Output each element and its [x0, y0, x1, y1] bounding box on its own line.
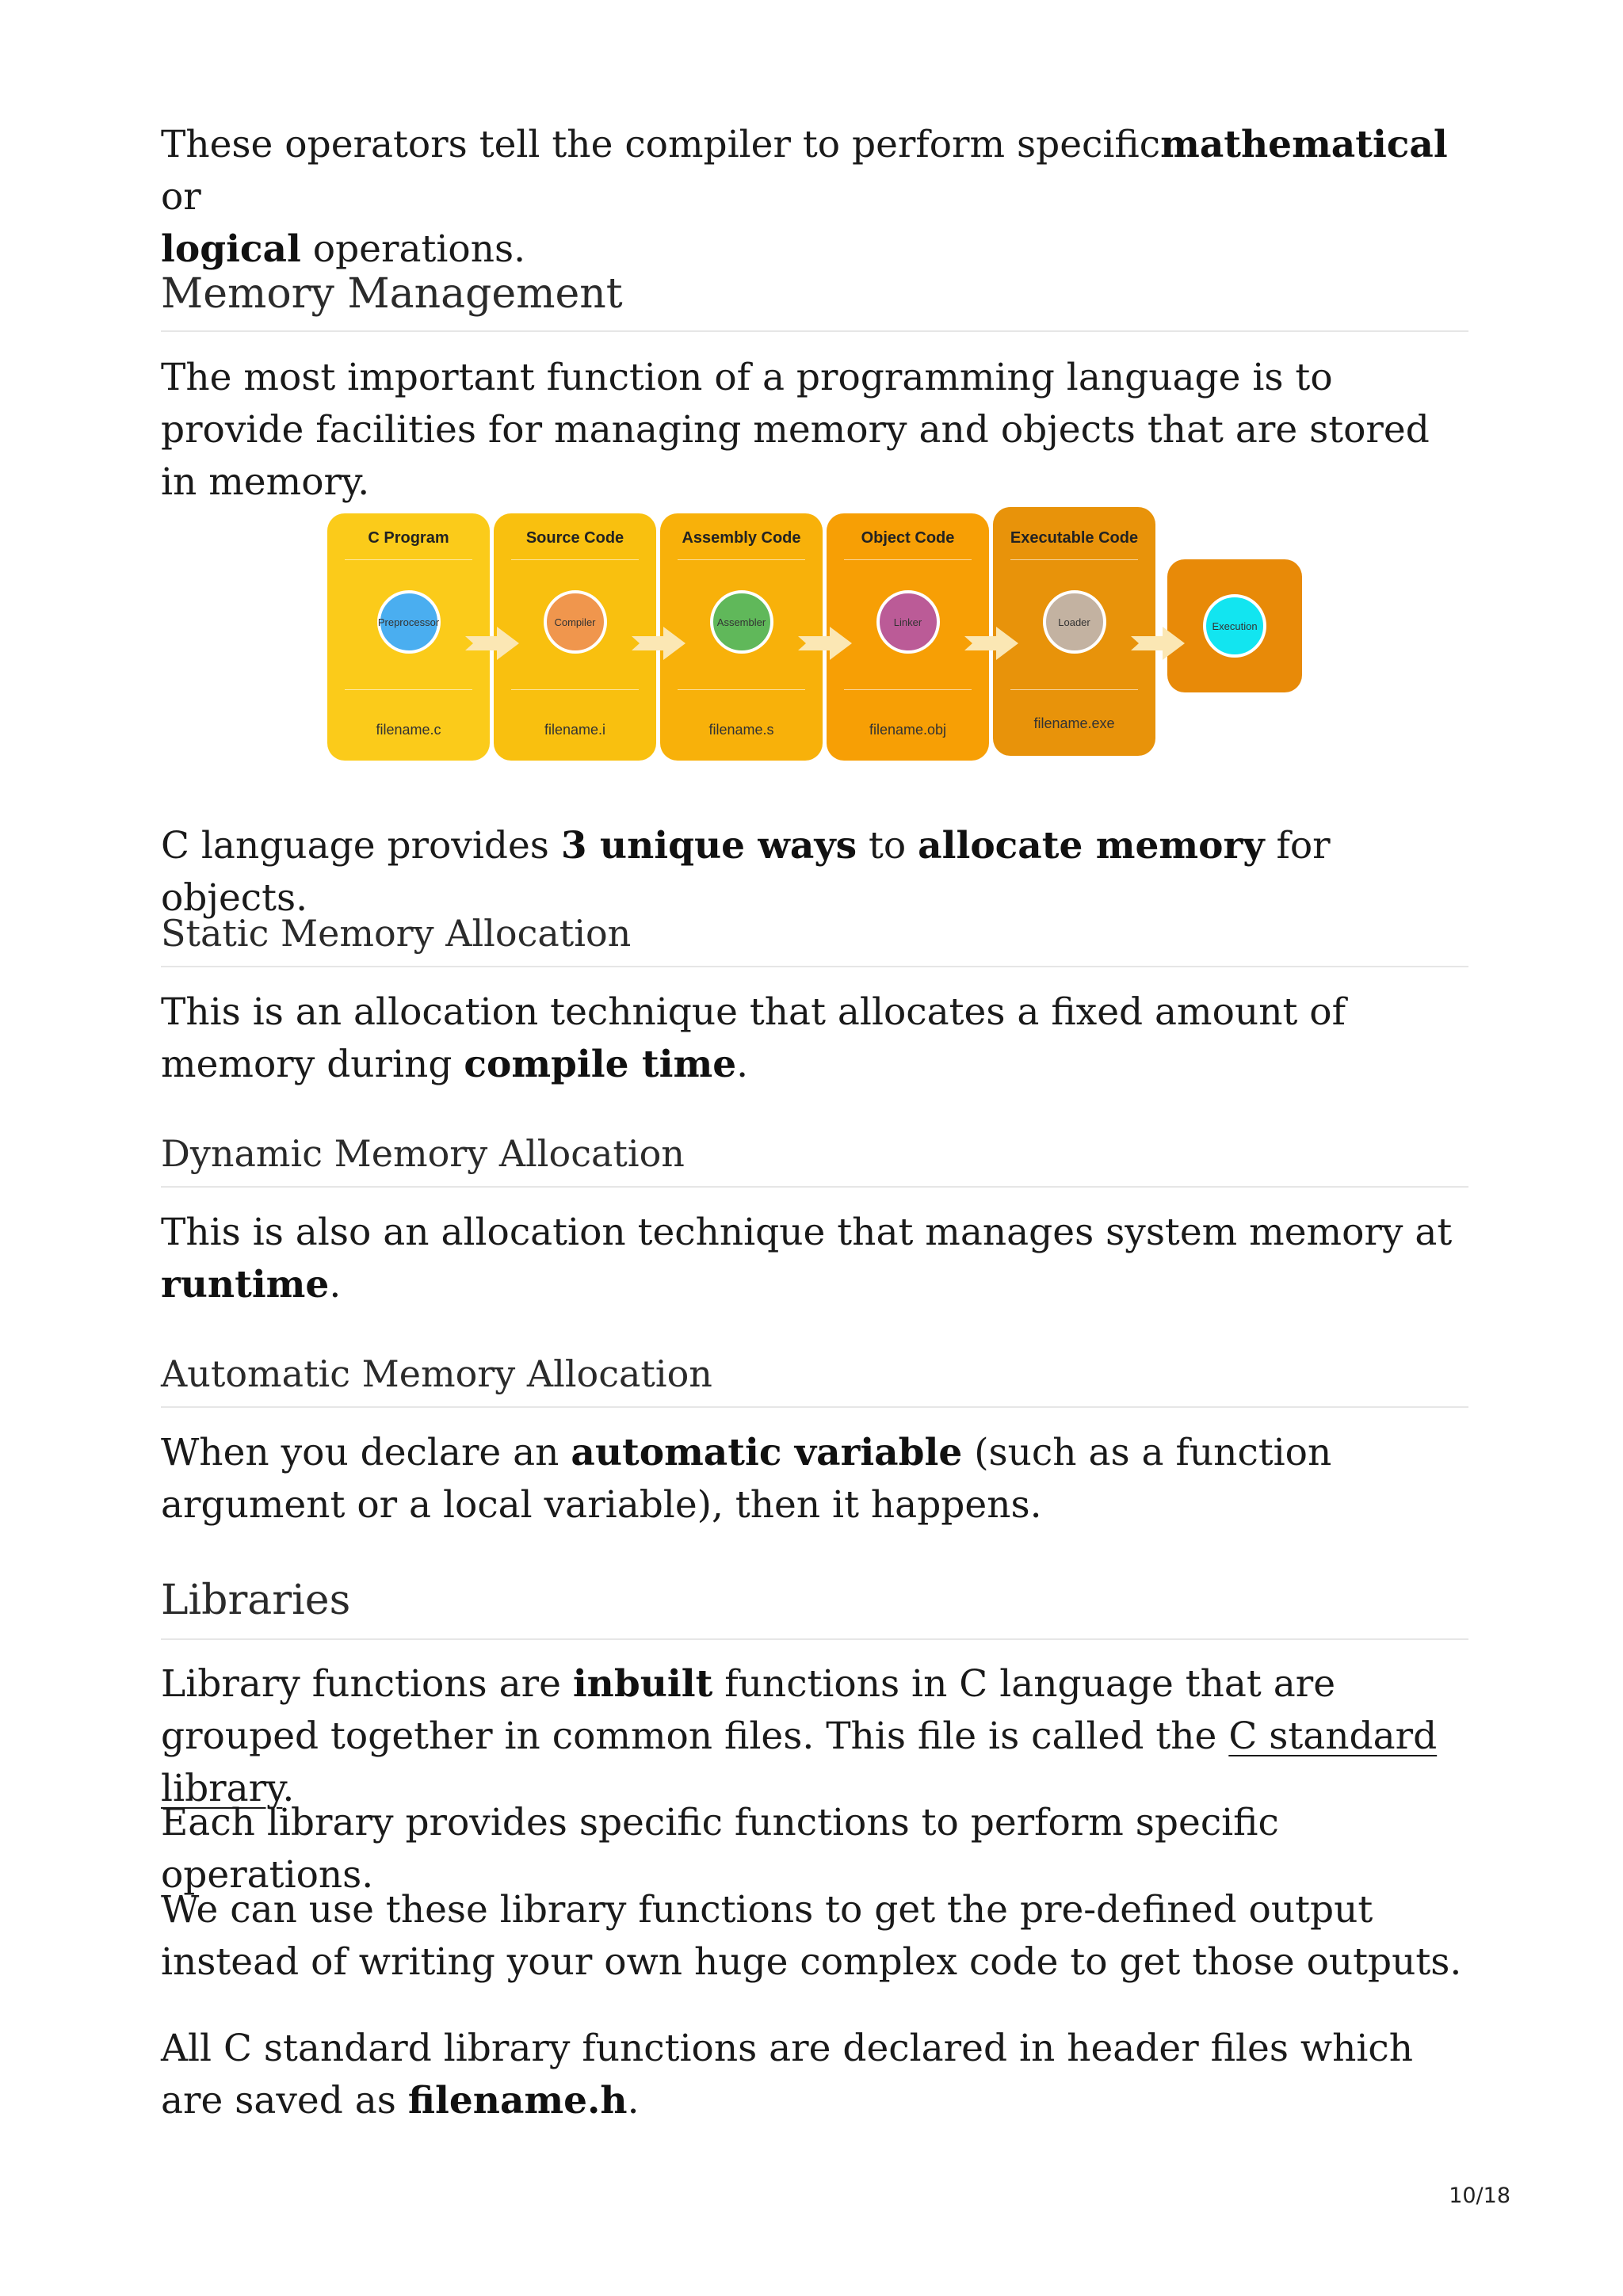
- dynamic-paragraph: [161, 1207, 1468, 1311]
- heading-memory-management: Memory Management: [161, 270, 623, 318]
- arrow-right-icon: [798, 624, 854, 663]
- stage-divider: [511, 559, 639, 560]
- stage-process-circle: Loader: [1043, 590, 1106, 654]
- heading-divider: [161, 330, 1468, 332]
- stage-title: Source Code: [525, 529, 624, 547]
- text: to: [857, 824, 918, 868]
- bold-runtime: runtime: [161, 1263, 330, 1306]
- text: functions in C language that are grouped together in common files. This file is called the: [161, 1662, 1336, 1758]
- page-number: 10/18: [1449, 2183, 1510, 2208]
- bold-logical: logical: [161, 227, 301, 271]
- text: for objects.: [161, 824, 1331, 920]
- text: .: [627, 2079, 640, 2122]
- heading-divider: [161, 1406, 1468, 1408]
- operators-paragraph: [161, 119, 1468, 276]
- text: These operators tell the compiler to perform specific: [161, 123, 1161, 166]
- heading-divider: [161, 1186, 1468, 1188]
- text: C language provides: [161, 824, 561, 868]
- stage-divider: [844, 689, 972, 690]
- bold-allocate-memory: allocate memory: [918, 824, 1265, 868]
- heading-divider: [161, 1638, 1468, 1640]
- text: .: [329, 1263, 342, 1306]
- arrow-right-icon: [632, 624, 687, 663]
- bold-automatic-variable: automatic variable: [571, 1431, 963, 1474]
- text: operations.: [300, 227, 526, 271]
- stage-divider: [511, 689, 639, 690]
- bold-3-unique-ways: 3 unique ways: [560, 824, 857, 868]
- compilation-pipeline-diagram: [327, 507, 1310, 769]
- heading-libraries: Libraries: [161, 1577, 351, 1624]
- stage-filename: filename.c: [376, 722, 441, 738]
- c-standard-library-link[interactable]: C standard library: [161, 1714, 1438, 1810]
- allocate-paragraph: [161, 820, 1468, 925]
- stage-divider: [678, 689, 805, 690]
- stage-filename: filename.obj: [869, 722, 947, 738]
- stage-process-circle: Linker: [876, 590, 940, 654]
- libraries-paragraph-3: We can use these library functions to get the pre-defined output instead of writing your own huge complex code to get those outputs.: [161, 1888, 1462, 1984]
- stage-divider: [345, 559, 472, 560]
- static-paragraph: [161, 986, 1468, 1091]
- stage-filename: filename.exe: [1033, 715, 1115, 731]
- text: This is also an allocation technique that manages system memory at: [161, 1211, 1453, 1254]
- heading-divider: [161, 966, 1468, 967]
- text: (such as a function argument or a local variable), then it happens.: [161, 1431, 1332, 1527]
- bold-compile-time: compile time: [464, 1043, 737, 1086]
- bold-filename-h: filename.h: [407, 2079, 628, 2122]
- text: When you declare an: [161, 1431, 571, 1474]
- stage-title: Object Code: [861, 529, 955, 547]
- text: .: [282, 1767, 295, 1810]
- stage-process-circle: Compiler: [544, 590, 607, 654]
- stage-divider: [1010, 559, 1138, 560]
- text: .: [736, 1043, 749, 1086]
- heading-dynamic-memory-allocation: Dynamic Memory Allocation: [161, 1132, 685, 1175]
- diagram-stage-execution: [1167, 559, 1302, 692]
- bold-mathematical: mathematical: [1160, 123, 1448, 166]
- heading-static-memory-allocation: Static Memory Allocation: [161, 912, 632, 955]
- arrow-right-icon: [1131, 624, 1186, 663]
- heading-automatic-memory-allocation: Automatic Memory Allocation: [161, 1352, 712, 1395]
- execution-circle: Execution: [1203, 594, 1266, 658]
- memory-management-paragraph: The most important function of a programming language is to provide facilities for managing memory and objects that are stored in memory.: [161, 356, 1430, 504]
- text: This is an allocation technique that allocates a fixed amount of memory during: [161, 990, 1346, 1086]
- bold-inbuilt: inbuilt: [572, 1662, 713, 1706]
- stage-filename: filename.i: [544, 722, 606, 738]
- stage-process-circle: Preprocessor: [377, 590, 441, 654]
- text: Library functions are: [161, 1662, 573, 1706]
- stage-divider: [345, 689, 472, 690]
- stage-divider: [678, 559, 805, 560]
- stage-title: Executable Code: [1010, 529, 1139, 547]
- stage-divider: [844, 559, 972, 560]
- stage-filename: filename.s: [708, 722, 774, 738]
- stage-title: C Program: [368, 529, 449, 547]
- arrow-right-icon: [964, 624, 1020, 663]
- text: or: [161, 175, 201, 219]
- stage-title: Assembly Code: [682, 529, 801, 547]
- libraries-paragraph-4: [161, 2023, 1468, 2127]
- libraries-paragraph-1: [161, 1658, 1468, 1815]
- arrow-right-icon: [465, 624, 521, 663]
- stage-process-circle: Assembler: [710, 590, 773, 654]
- libraries-paragraph-2: Each library provides specific functions to perform specific operations.: [161, 1801, 1279, 1897]
- automatic-paragraph: [161, 1427, 1468, 1531]
- stage-divider: [1010, 689, 1138, 690]
- text: All C standard library functions are declared in header files which are saved as: [161, 2027, 1414, 2122]
